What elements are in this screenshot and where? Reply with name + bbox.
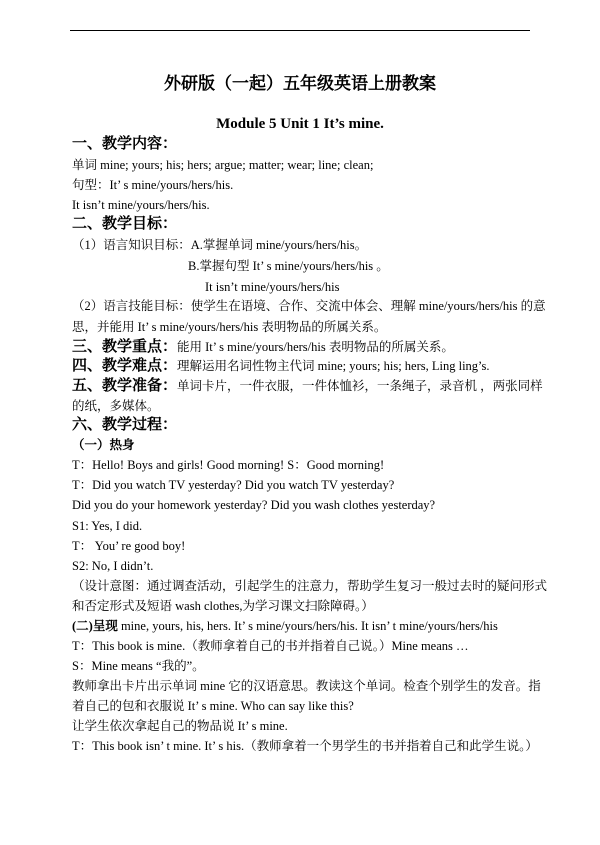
subsection-warmup: （一）热身	[72, 438, 135, 452]
key-points-line	[72, 338, 532, 356]
difficulties-text: 理解运用名词性物主代词 mine; yours; his; hers, Ling ling’s.	[177, 359, 490, 373]
subsection-presentation: (二)呈现	[72, 619, 118, 633]
content-words: 单词 mine; yours; his; hers; argue; matter; wear; line; clean;	[72, 158, 374, 172]
preparation-line	[72, 377, 543, 395]
content-pattern-2: It isn’t mine/yours/hers/his.	[72, 198, 210, 212]
section-heading-goals: 二、教学目标：	[72, 216, 178, 232]
section-heading-process: 六、教学过程：	[72, 417, 178, 433]
preparation-text-a: 单词卡片，一件衣服，一件体恤衫，一条绳子，录音机 ，两张同样	[177, 379, 543, 393]
section-heading-preparation: 五、教学准备：	[72, 378, 178, 394]
goal-skill-a: （2）语言技能目标：使学生在语境、合作、交流中体会、理解 mine/yours/hers/his 的意	[72, 299, 546, 313]
design-note-a: （设计意图：通过调查活动，引起学生的注意力，帮助学生复习一般过去时的疑问形式	[72, 579, 548, 593]
content-pattern-1: 句型：It’ s mine/yours/hers/his.	[72, 178, 234, 192]
document-title: 外研版（一起）五年级英语上册教案	[164, 74, 436, 93]
lesson-line-5: 让学生依次拿起自己的物品说 It’ s mine.	[72, 719, 288, 733]
dialogue-line-6: S2: No, I didn’t.	[72, 559, 154, 573]
goal-knowledge-c: It isn’t mine/yours/hers/his	[205, 280, 340, 294]
lesson-line-6: T：This book isn’ t mine. It’ s his.（教师拿着一个男学生的书并指着自己和此学生说。）	[72, 739, 538, 753]
key-points-text: 能用 It’ s mine/yours/hers/his 表明物品的所属关系。	[177, 340, 454, 354]
section-heading-content: 一、教学内容：	[72, 136, 178, 152]
goal-knowledge-a: （1）语言知识目标：A.掌握单词 mine/yours/hers/his。	[72, 238, 368, 252]
goal-knowledge-b: B.掌握句型 It’ s mine/yours/hers/his 。	[188, 259, 389, 273]
design-note-b: 和否定形式及短语 wash clothes,为学习课文扫除障碍。）	[72, 599, 374, 613]
dialogue-line-2: T：Did you watch TV yesterday? Did you watch TV yesterday?	[72, 478, 395, 492]
module-title: Module 5 Unit 1 It’s mine.	[216, 116, 384, 132]
lesson-line-3: 教师拿出卡片出示单词 mine 它的汉语意思。教读这个单词。检查个别学生的发音。指	[72, 679, 541, 693]
goal-skill-b: 思，并能用 It’ s mine/yours/hers/his 表明物品的所属关系。	[72, 320, 387, 334]
section-heading-key-points: 三、教学重点：	[72, 339, 178, 355]
header-rule	[70, 30, 530, 31]
presentation-text: mine, yours, his, hers. It’ s mine/yours/hers/his. It isn’ t mine/yours/hers/his	[117, 619, 498, 633]
lesson-line-2: S：Mine means “我的”。	[72, 659, 205, 673]
lesson-line-4: 着自己的包和衣服说 It’ s mine. Who can say like this?	[72, 699, 354, 713]
dialogue-line-3: Did you do your homework yesterday? Did you wash clothes yesterday?	[72, 498, 436, 512]
dialogue-line-4: S1: Yes, I did.	[72, 519, 143, 533]
section-heading-difficulties: 四、教学难点：	[72, 358, 178, 374]
lesson-line-1: T：This book is mine.（教师拿着自己的书并指着自己说。）Mine means …	[72, 639, 469, 653]
dialogue-line-1: T：Hello! Boys and girls! Good morning! S：Good morning!	[72, 458, 385, 472]
presentation-line	[72, 617, 532, 635]
preparation-text-b: 的纸，多媒体。	[72, 399, 160, 413]
dialogue-line-5: T： You’ re good boy!	[72, 539, 186, 553]
difficulties-line	[72, 357, 532, 375]
